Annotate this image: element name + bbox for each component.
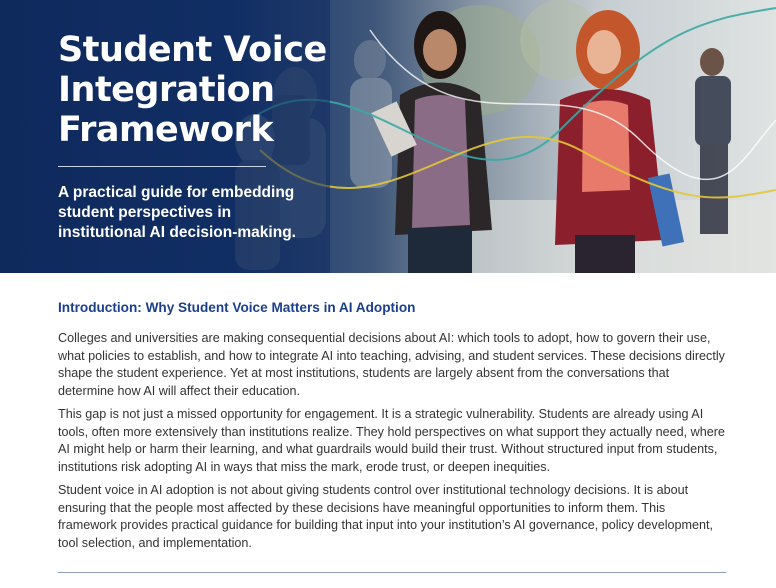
- section-divider: [58, 572, 726, 573]
- title-divider: [58, 166, 266, 167]
- intro-paragraph-2: This gap is not just a missed opportunity for engagement. It is a strategic vulnerability. Students are already using AI tools, often more extensively than institutions realize. They hold perspectives on what support they actually need, where AI might help or harm their learning, and what guardrails would build their trust. Without structured input from students, institutions risk adopting AI in ways that miss the mark, erode trust, or deepen inequities.: [58, 407, 725, 474]
- hero-banner: [0, 0, 776, 273]
- intro-paragraph-3: Student voice in AI adoption is not about giving students control over institutional technology decisions. It is about ensuring that the people most affected by these decisions have meaningful opportunities to inform them. This framework provides practical guidance for building that input into your institution’s AI governance, policy development, tool selection, and implementation.: [58, 483, 714, 550]
- document-subtitle: A practical guide for embedding student perspectives in institutional AI decision-making.: [58, 184, 296, 241]
- document-title: Student Voice Integration Framework: [58, 30, 327, 150]
- intro-heading: Introduction: Why Student Voice Matters in AI Adoption: [58, 300, 416, 315]
- student-figure-right: [695, 48, 731, 234]
- intro-paragraph-1: Colleges and universities are making consequential decisions about AI: which tools to adopt, how to govern their use, what policies to establish, and how to integrate AI into teaching, advising, and student services. These decisions directly shape the student experience. Yet at most institutions, students are largely absent from the conversations that determine how AI will affect their education.: [58, 331, 725, 398]
